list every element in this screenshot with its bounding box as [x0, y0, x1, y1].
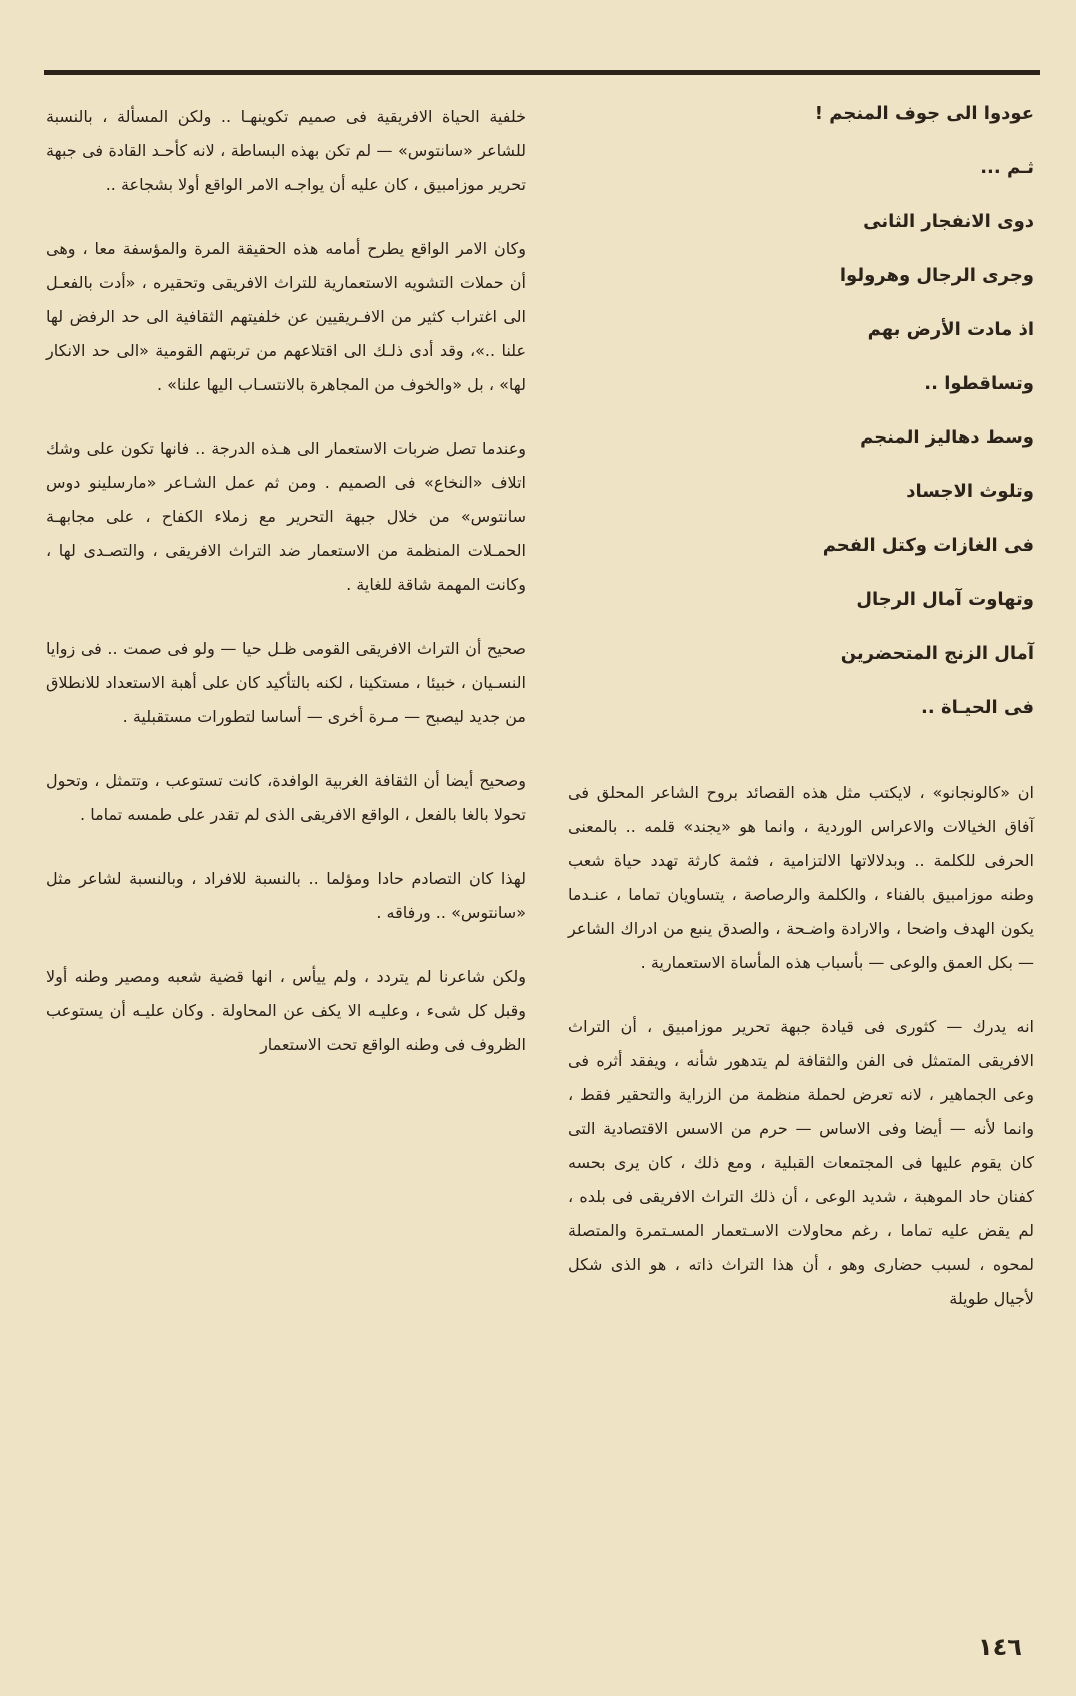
- poem-line: وتساقطوا ..: [924, 373, 1034, 394]
- poem-line: وجرى الرجال وهرولوا: [839, 265, 1034, 286]
- body-paragraph: صحيح أن التراث الافريقى القومى ظـل حيا — ولو فى صمت .. فى زوايا النسـيان ، خبيئا ، مستكينا ، لكنه بالتأكيد كان على أهبة الاستعداد للانطلاق من جديد ليصبح — مـرة أخرى — أساسا لتطورات مستقبلية .: [46, 639, 526, 726]
- body-paragraph: انه يدرك — كثورى فى قيادة جبهة تحرير موزامبيق ، أن التراث الافريقى المتمثل فى الفن والثقافة لم يتدهور شأنه ، ويفقد أثره فى وعى الجماهير ، لانه تعرض لحملة منظمة من الزراية والتحقير فقط ، وانما لأنه — أيضا وفى الاساس — حرم من الاسس الاقتصادية التى كان يقوم عليها فى المجتمعات القبلية ، ومع ذلك ، كان يرى بحسه كفنان حاد الموهبة ، شديد الوعى ، أن ذلك التراث الافريقى فى بلده ، لم يقض عليه تماما ، رغم محاولات الاسـتعمار المسـتمرة والمتصلة لمحوه ، لسبب حضارى وهو ، أن هذا التراث ذاته ، هو الذى شكل لأجيال طويلة: [568, 1017, 1034, 1308]
- right-column: [568, 100, 1034, 1346]
- body-paragraph: لهذا كان التصادم حادا ومؤلما .. بالنسبة للافراد ، وبالنسبة لشاعر مثل «سانتوس» .. ورفاقه .: [46, 869, 526, 922]
- left-column: [46, 100, 526, 1092]
- poem-line: فى الحيـاة ..: [921, 697, 1034, 718]
- poem-line: دوى الانفجار الثانى: [863, 211, 1034, 232]
- poem-line: ثـم ...: [980, 157, 1034, 178]
- poem-line: اذ مادت الأرض بهم: [867, 319, 1034, 340]
- poem-line: عودوا الى جوف المنجم !: [814, 103, 1034, 124]
- poem-line: آمال الزنج المتحضرين: [840, 643, 1034, 664]
- body-paragraph: وكان الامر الواقع يطرح أمامه هذه الحقيقة المرة والمؤسفة معا ، وهى أن حملات التشويه الاستعمارية للتراث الافريقى وتحقيره ، «أدت بالفعـل الى اغتراب كثير من الافـريقيين عن خلفيتهم الثقافية الى حد الرفض لها علنا ..»، وقد أدى ذلـك الى اقتلاعهم من تربتهم القومية «الى حد الانكار لها» ، بل «والخوف من المجاهرة بالانتسـاب اليها علنا» .: [46, 239, 526, 394]
- body-paragraph: وعندما تصل ضربات الاستعمار الى هـذه الدرجة .. فانها تكون على وشك اتلاف «النخاع» فى الصميم . ومن ثم عمل الشـاعر «مارسلينو دوس سانتوس» من خلال جبهة التحرير مع زملاء الكفاح ، على مجابهـة الحمـلات المنظمة من الاستعمار ضد التراث الافريقى ، والتصـدى لها ، وكانت المهمة شاقة للغاية .: [46, 439, 526, 594]
- poem-line: وتهاوت آمال الرجال: [856, 589, 1034, 610]
- page-number: ١٤٦: [978, 1633, 1022, 1661]
- poem-line: فى الغازات وكتل الفحم: [822, 535, 1034, 556]
- body-paragraph: ولكن شاعرنا لم يتردد ، ولم ييأس ، انها قضية شعبه ومصير وطنه أولا وقبل كل شىء ، وعليـه الا يكف عن المحاولة . وكان عليـه أن يستوعب الظروف فى وطنه الواقع تحت الاستعمار: [46, 967, 526, 1054]
- body-paragraph: ان «كالونجانو» ، لايكتب مثل هذه القصائد بروح الشاعر المحلق فى آفاق الخيالات والاعراس الوردية ، وانما هو «يجند» قلمه .. بالمعنى الحرفى للكلمة .. وبدلالاتها الالتزامية ، فثمة كارثة تهدد حياة شعب وطنه موزامبيق بالفناء ، والكلمة والرصاصة ، يتساويان تماما ، عنـدما يكون الهدف واضحا ، والارادة واضـحة ، والصدق ينبع من ادراك الشاعر — بكل العمق والوعى — بأسباب هذه المأساة الاستعمارية .: [568, 783, 1034, 972]
- body-paragraph: خلفية الحياة الافريقية فى صميم تكوينهـا .. ولكن المسألة ، بالنسبة للشاعر «سانتوس» — لم تكن بهذه البساطة ، لانه كأحـد القادة فى جبهة تحرير موزامبيق ، كان عليه أن يواجـه الامر الواقع أولا بشجاعة ..: [46, 107, 526, 194]
- poem-line: وسط دهاليز المنجم: [860, 427, 1034, 448]
- poem-line: وتلوث الاجساد: [906, 481, 1034, 502]
- poem: [568, 100, 1034, 748]
- top-rule: [44, 70, 1040, 75]
- body-paragraph: وصحيح أيضا أن الثقافة الغربية الوافدة، كانت تستوعب ، وتتمثل ، وتحول تحولا بالغا بالفعل ، الواقع الافريقى الذى لم تقدر على طمسه تماما .: [46, 771, 526, 824]
